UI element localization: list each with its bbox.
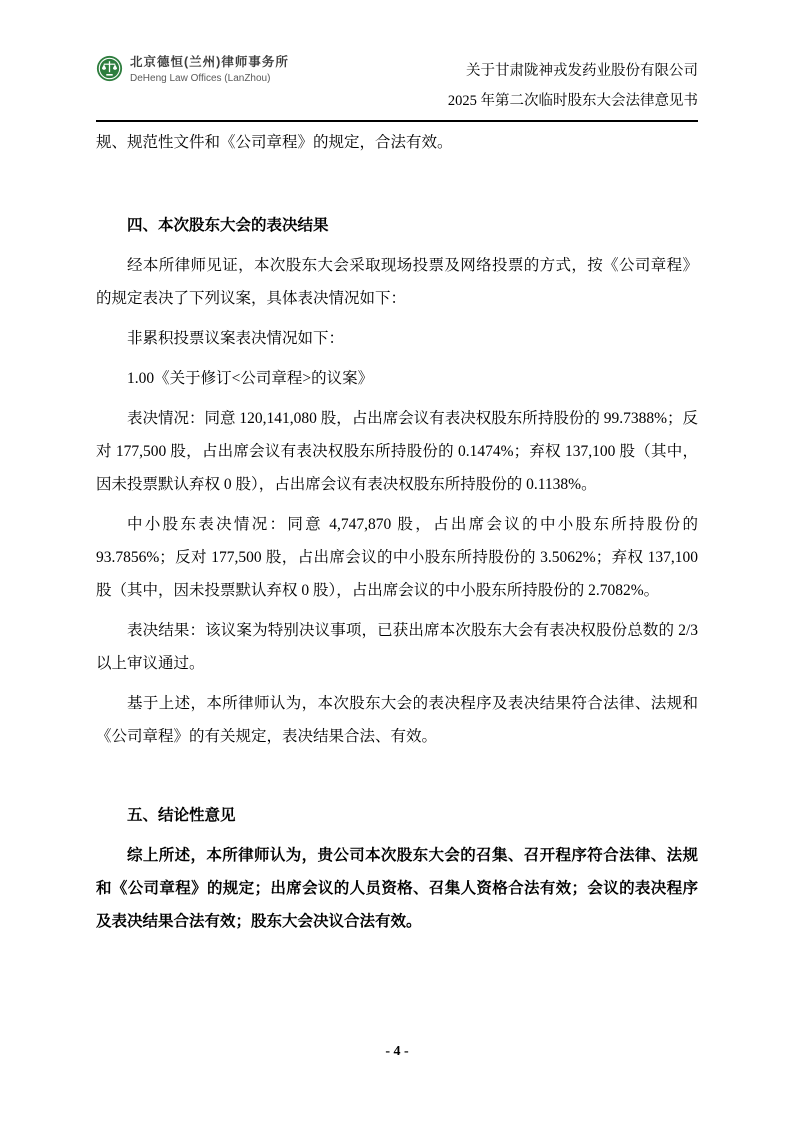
doc-title-line2: 2025 年第二次临时股东大会法律意见书 — [447, 93, 698, 109]
section4-paragraph-conclusion: 基于上述，本所律师认为，本次股东大会的表决程序及表决结果符合法律、法规和《公司章程》的有关规定，表决结果合法、有效。 — [96, 695, 698, 745]
header-divider — [96, 120, 698, 122]
firm-name-cn: 北京德恒(兰州)律师事务所 — [130, 55, 289, 69]
page-footer — [0, 1044, 794, 1060]
continuation-paragraph: 规、规范性文件和《公司章程》的规定，合法有效。 — [96, 134, 453, 151]
page-header — [96, 52, 698, 116]
document-title-block — [448, 52, 698, 116]
doc-title-line1: 关于甘肃陇神戎发药业股份有限公司 — [466, 63, 698, 79]
section4-paragraph-noncumulative: 非累积投票议案表决情况如下： — [127, 330, 345, 347]
deheng-law-logo-icon — [96, 55, 123, 82]
section4-paragraph-intro: 经本所律师见证，本次股东大会采取现场投票及网络投票的方式，按《公司章程》的规定表决了下列议案，具体表决情况如下： — [96, 257, 698, 307]
section5-paragraph-conclusion: 综上所述，本所律师认为，贵公司本次股东大会的召集、召开程序符合法律、法规和《公司章程》的规定；出席会议的人员资格、召集人资格合法有效；会议的表决程序及表决结果合法有效；股东大会决议合法有效。 — [96, 847, 698, 930]
page-number: - 4 - — [385, 1044, 409, 1059]
section4-paragraph-vote-overall: 表决情况：同意 120,141,080 股，占出席会议有表决权股东所持股份的 99.7388%；反对 177,500 股，占出席会议有表决权股东所持股份的 0.1474%；弃权 137,100 股（其中，因未投票默认弃权 0 股），占出席会议有表决权股东所持股份的 0.1138%。 — [96, 410, 698, 493]
section-5-heading: 五、结论性意见 — [127, 807, 236, 824]
section-4-heading: 四、本次股东大会的表决结果 — [127, 217, 329, 234]
section4-paragraph-proposal-title: 1.00《关于修订<公司章程>的议案》 — [127, 370, 374, 387]
section4-paragraph-vote-result: 表决结果：该议案为特别决议事项，已获出席本次股东大会有表决权股份总数的 2/3 以上审议通过。 — [96, 622, 698, 672]
section4-paragraph-vote-minority: 中小股东表决情况：同意 4,747,870 股，占出席会议的中小股东所持股份的 93.7856%；反对 177,500 股，占出席会议的中小股东所持股份的 3.5062%；弃权 137,100 股（其中，因未投票默认弃权 0 股），占出席会议的中小股东所持股份的 2.7082%。 — [96, 516, 698, 599]
document-body — [96, 126, 698, 938]
firm-name-en: DeHeng Law Offices (LanZhou) — [130, 73, 271, 84]
firm-name-block — [130, 55, 289, 85]
firm-logo-block — [96, 52, 289, 85]
